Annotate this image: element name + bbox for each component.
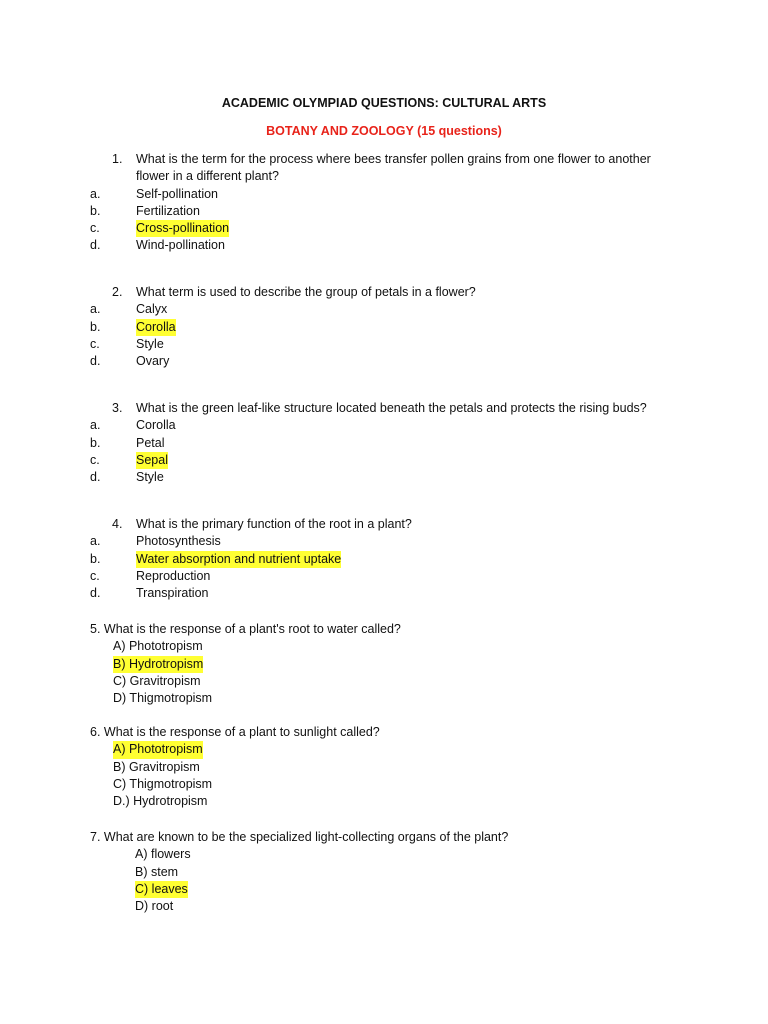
option-a [0,846,768,863]
option-a [0,301,768,318]
option-b [0,759,768,776]
option-text: Petal [136,435,165,450]
option-letter: c. [90,568,100,583]
question-number: 3. [112,401,123,415]
option-text-correct: Sepal [136,452,168,469]
question-2 [0,284,768,370]
option-text: C) Thigmotropism [113,776,213,791]
option-d [0,585,768,602]
option-text: Reproduction [136,568,211,583]
option-letter: c. [90,221,100,236]
option-c [0,220,768,237]
question-number: 2. [112,285,123,299]
question-3 [0,400,768,486]
option-text: Style [136,336,164,351]
option-b [0,551,768,568]
option-letter: d. [90,238,101,253]
option-letter: a. [90,418,101,433]
option-d [0,898,768,915]
option-a [0,741,768,758]
option-text: A) Phototropism [113,639,203,654]
option-letter: a. [90,534,101,549]
option-text: Photosynthesis [136,534,221,549]
option-text-correct: A) Phototropism [113,741,203,758]
option-a [0,417,768,434]
question-text-continued: flower in a different plant? [136,169,279,184]
option-text: Style [136,470,164,485]
option-c [0,776,768,793]
option-text: B) stem [135,864,179,879]
question-6 [0,724,768,810]
question-text: 7. What are known to be the specialized light-collecting organs of the plant? [90,830,509,844]
question-text: What is the green leaf-like structure located beneath the petals and protects the rising buds? [136,401,647,415]
option-text-correct: Corolla [136,319,176,336]
option-d [0,690,768,707]
option-text-correct: B) Hydrotropism [113,656,203,673]
option-d [0,237,768,254]
option-letter: a. [90,186,101,201]
option-d [0,469,768,486]
option-text-correct: C) leaves [135,881,188,898]
question-number: 1. [112,152,123,166]
option-letter: b. [90,203,101,218]
question-text: What term is used to describe the group of petals in a flower? [136,285,476,299]
option-text: Calyx [136,302,168,317]
option-text: Self-pollination [136,186,218,201]
option-text: C) Gravitropism [113,673,201,688]
option-letter: a. [90,302,101,317]
question-5 [0,621,768,707]
question-4 [0,516,768,602]
option-b [0,864,768,881]
option-letter: b. [90,551,101,566]
option-text: B) Gravitropism [113,759,200,774]
option-letter: b. [90,435,101,450]
option-text: Corolla [136,418,176,433]
option-a [0,186,768,203]
option-letter: d. [90,354,101,369]
question-text: What is the term for the process where bees transfer pollen grains from one flower to another [136,152,651,166]
option-text: A) flowers [135,847,191,862]
option-letter: c. [90,336,100,351]
option-letter: d. [90,470,101,485]
document-title: ACADEMIC OLYMPIAD QUESTIONS: CULTURAL ARTS [221,96,547,110]
option-c [0,673,768,690]
option-b [0,656,768,673]
option-text: Fertilization [136,203,200,218]
option-c [0,336,768,353]
option-letter: b. [90,319,101,334]
option-b [0,203,768,220]
option-text: D) root [135,899,174,914]
question-1 [0,151,768,255]
option-text-correct: Water absorption and nutrient uptake [136,551,341,568]
option-d [0,793,768,810]
option-text: Ovary [136,354,170,369]
option-b [0,319,768,336]
option-c [0,881,768,898]
option-a [0,638,768,655]
question-text: 6. What is the response of a plant to sunlight called? [90,725,380,739]
section-subtitle: BOTANY AND ZOOLOGY (15 questions) [266,124,502,138]
option-letter: c. [90,452,100,467]
option-letter: d. [90,586,101,601]
question-number: 4. [112,517,123,531]
option-a [0,533,768,550]
option-d [0,353,768,370]
question-text: 5. What is the response of a plant's root to water called? [90,622,401,636]
option-text: Wind-pollination [136,238,225,253]
option-text-correct: Cross-pollination [136,220,229,237]
option-text: D.) Hydrotropism [113,794,208,809]
option-c [0,452,768,469]
option-text: D) Thigmotropism [113,691,213,706]
question-7 [0,829,768,915]
option-b [0,435,768,452]
option-text: Transpiration [136,586,209,601]
option-c [0,568,768,585]
question-text: What is the primary function of the root in a plant? [136,517,412,531]
